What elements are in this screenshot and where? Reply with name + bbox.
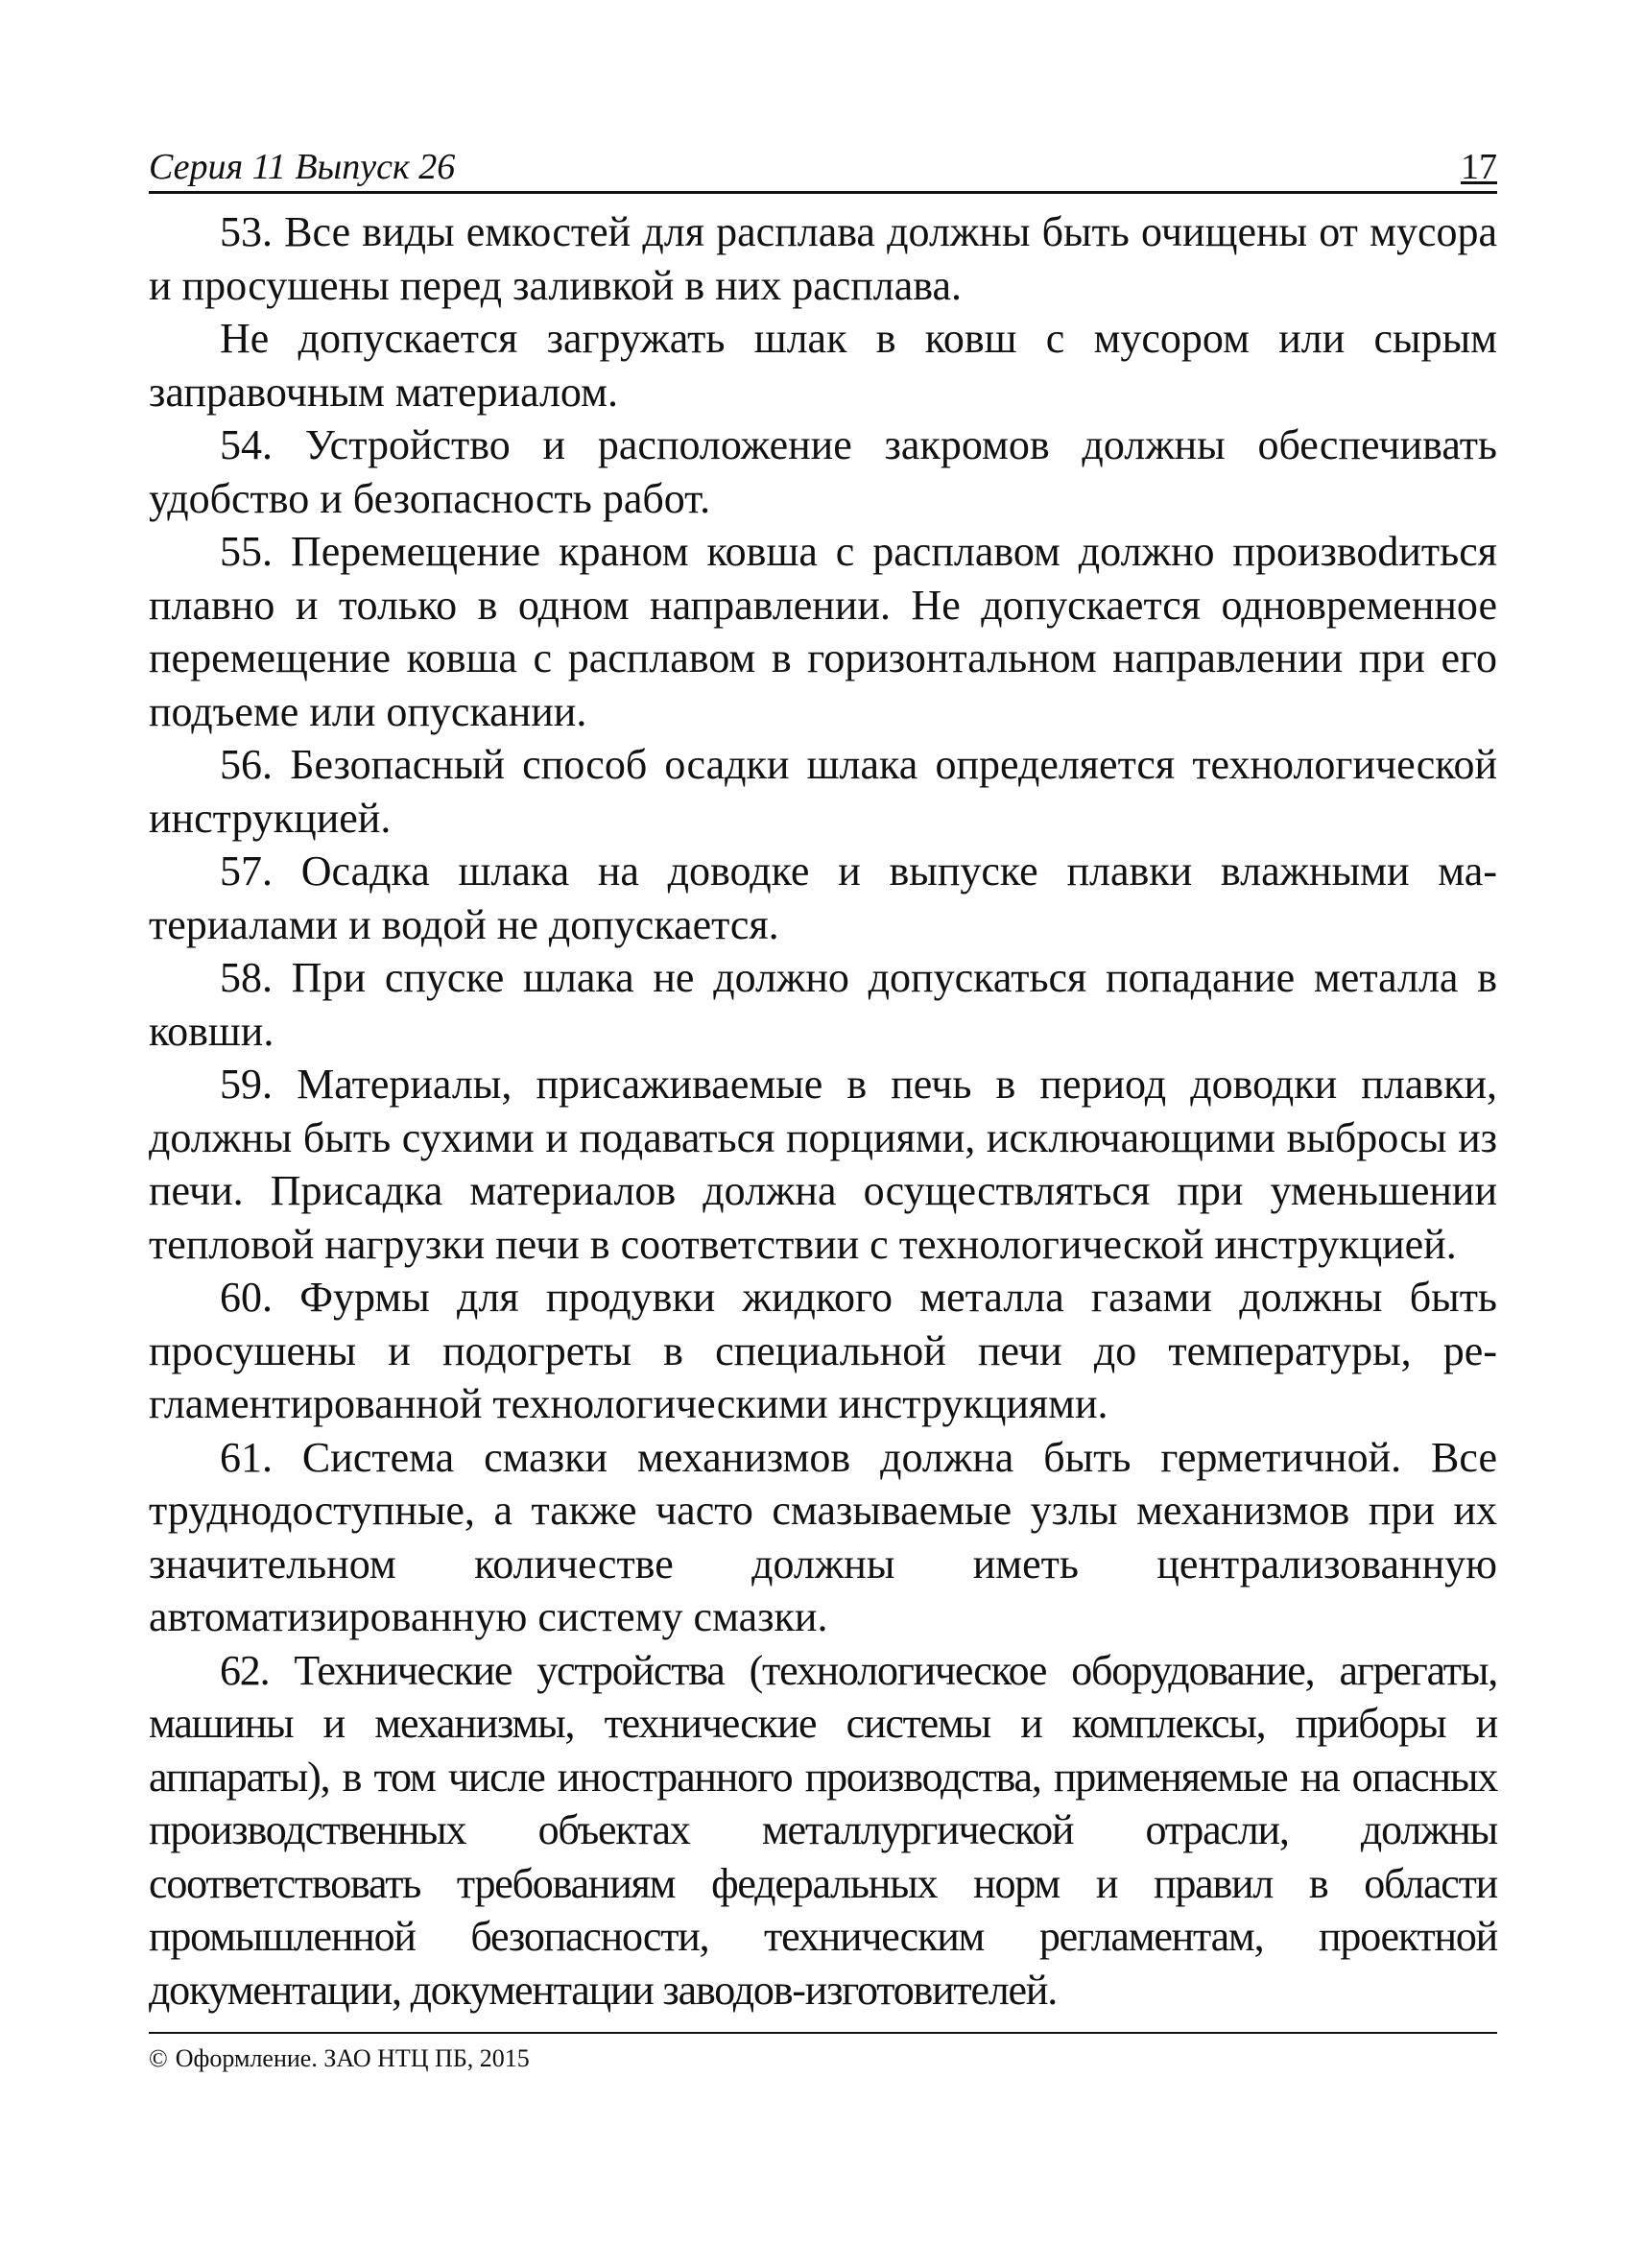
paragraph-57: 57. Осадка шлака на доводке и выпуске плавки влажными материалами и водой не допускается. — [149, 848, 1497, 948]
paragraph-54: 54. Устройство и расположение закромов должны обеспечивать удобство и безопасность работ. — [149, 421, 1497, 522]
paragraph-58: 58. При спуске шлака не должно допускаться попадание металла в ковши. — [149, 954, 1497, 1055]
paragraph-59: 59. Материалы, присаживаемые в печь в период доводки плавки, должны быть сухими и подаваться порциями, исключающими выбросы из печи. Присадка материалов должна осуществляться при уменьшении тепловой нагрузки печи в соответствии с технологической инструкцией. — [149, 1061, 1497, 1268]
copyright-footer — [149, 2043, 1497, 2073]
document-page — [149, 149, 1497, 2073]
paragraph-60: 60. Фурмы для продувки жидкого металла газами должны быть просушены и подогреты в специальной печи до температуры, регламентированной технологическими инструкциями. — [149, 1274, 1497, 1427]
paragraph-62: 62. Технические устройства (технологическое оборудование, агрегаты, машины и механизмы, технические системы и комплексы, приборы и аппараты), в том числе иностранного производства, применяемые на опасных производственных объектах металлургической отрасли, должны соответствовать требованиям федеральных норм и правил в области промышленной безопасности, техническим регламентам, проектной документации, документации заводов-изготовителей. — [149, 1646, 1497, 2014]
paragraph-55: 55. Перемещение краном ковша с расплавом должно произвоdиться плавно и только в одном направлении. Не допускается одновременное перемещение ковша с расплавом в горизонтальном направлении при его подъеме или опускании. — [149, 528, 1497, 735]
paragraph-53: 53. Все виды емкостей для расплава должны быть очищены от мусора и просушены перед заливкой в них расплава. — [149, 208, 1497, 309]
paragraph-53-note: Не допускается загружать шлак в ковш с мусором или сырым заправочным материалом. — [149, 315, 1497, 416]
page-number: 17 — [1461, 147, 1497, 187]
copyright-text: Оформление. ЗАО НТЦ ПБ, 2015 — [175, 2044, 530, 2072]
series-title: Серия 11 Выпуск 26 — [149, 147, 456, 187]
copyright-icon: © — [149, 2044, 168, 2072]
paragraph-56: 56. Безопасный способ осадки шлака определяется технологической инструкцией. — [149, 741, 1497, 842]
body-text — [149, 205, 1497, 2017]
running-header — [149, 149, 1497, 194]
paragraph-61: 61. Система смазки механизмов должна быть герметичной. Все труднодоступные, а также часто смазываемые узлы механизмов при их значительном количестве должны иметь централизованную автоматизированную систему смазки. — [149, 1433, 1497, 1640]
footer-divider — [149, 2032, 1497, 2034]
